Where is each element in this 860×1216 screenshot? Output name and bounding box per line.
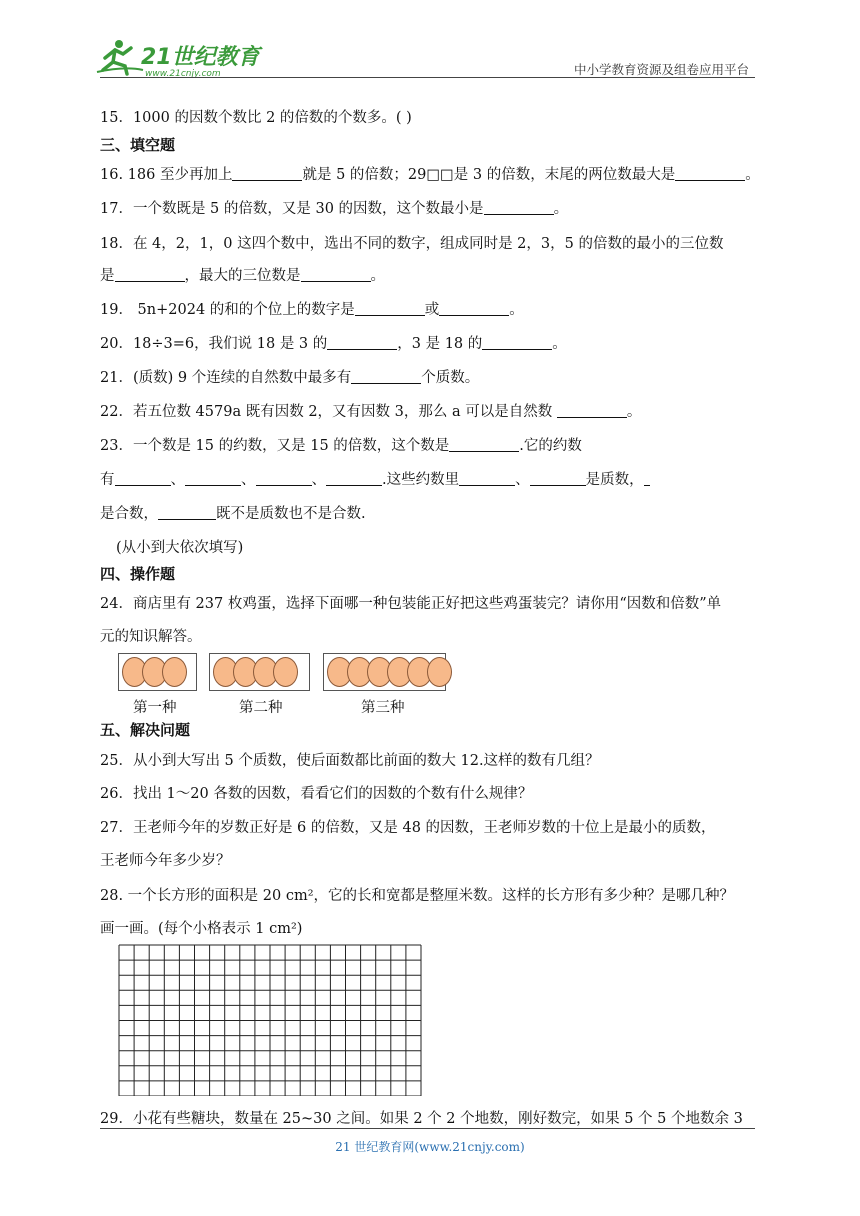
- answer-blank[interactable]: [301, 267, 371, 282]
- answer-blank[interactable]: [326, 471, 382, 486]
- answer-blank[interactable]: [185, 471, 241, 486]
- answer-blank[interactable]: [530, 471, 586, 486]
- egg-label-1: 第一种: [133, 700, 177, 716]
- egg-label-2: 第二种: [239, 700, 283, 716]
- platform-name: 中小学教育资源及组卷应用平台: [574, 62, 750, 77]
- header-divider: [100, 77, 755, 78]
- svg-text:21世纪教育: 21世纪教育: [141, 45, 260, 70]
- question-18-line1: 18．在 4，2，1，0 这四个数中，选出不同的数字，组成同时是 2，3，5 的倍数的最小的三位数: [100, 236, 724, 252]
- square-grid[interactable]: [118, 944, 422, 1096]
- section-fill-in: 三、填空题: [100, 136, 176, 154]
- egg-icon: [427, 657, 452, 687]
- egg-package-3: [323, 653, 446, 691]
- answer-blank[interactable]: [459, 471, 515, 486]
- question-15: 15．1000 的因数个数比 2 的倍数的个数多。( ): [100, 110, 412, 126]
- egg-package-1: [118, 653, 197, 691]
- question-23-line3: 是合数， 既不是质数也不是合数.: [100, 506, 366, 522]
- question-27-line2: 王老师今年多少岁？: [100, 853, 231, 869]
- answer-blank[interactable]: [644, 471, 650, 486]
- question-25: 25．从小到大写出 5 个质数，使后面数都比前面的数大 12.这样的数有几组？: [100, 753, 600, 769]
- answer-blank[interactable]: [449, 437, 519, 452]
- question-18-line2: 是 ，最大的三位数是 。: [100, 268, 385, 284]
- answer-blank[interactable]: [675, 166, 745, 181]
- answer-blank[interactable]: [158, 505, 216, 520]
- question-24-line2: 元的知识解答。: [100, 629, 202, 645]
- answer-blank[interactable]: [557, 403, 627, 418]
- footer-divider: [100, 1128, 755, 1129]
- question-29: 29．小花有些糖块，数量在 25~30 之间。如果 2 个 2 个地数，刚好数完，如果 5 个 5 个地数余 3: [100, 1111, 743, 1127]
- question-17: 17．一个数既是 5 的倍数，又是 30 的因数，这个数最小是 。: [100, 201, 569, 217]
- answer-blank[interactable]: [327, 335, 397, 350]
- question-28-line1: 28. 一个长方形的面积是 20 cm²，它的长和宽都是整厘米数。这样的长方形有多少种？是哪几种？: [100, 888, 735, 904]
- svg-text:www.21cnjy.com: www.21cnjy.com: [145, 69, 221, 78]
- question-21: 21．(质数) 9 个连续的自然数中最多有 个质数。: [100, 370, 480, 386]
- site-logo[interactable]: [95, 36, 265, 78]
- question-23-note: (从小到大依次填写): [116, 540, 244, 556]
- answer-blank[interactable]: [439, 301, 509, 316]
- answer-blank[interactable]: [232, 166, 302, 181]
- answer-blank[interactable]: [256, 471, 312, 486]
- egg-label-3: 第三种: [361, 700, 405, 716]
- section-problems: 五、解决问题: [100, 721, 191, 739]
- question-20: 20．18÷3=6，我们说 18 是 3 的 ，3 是 18 的 。: [100, 336, 567, 352]
- question-27-line1: 27．王老师今年的岁数正好是 6 的倍数，又是 48 的因数，王老师岁数的十位上是最小的质数，: [100, 820, 716, 836]
- answer-blank[interactable]: [115, 267, 185, 282]
- egg-icon: [273, 657, 298, 687]
- footer-link[interactable]: 21 世纪教育网(www.21cnjy.com): [335, 1140, 525, 1154]
- question-22: 22．若五位数 4579a 既有因数 2，又有因数 3，那么 a 可以是自然数 。: [100, 404, 642, 420]
- egg-icon: [162, 657, 187, 687]
- question-19: 19． 5n+2024 的和的个位上的数字是 或 。: [100, 302, 524, 318]
- question-28-line2: 画一画。(每个小格表示 1 cm²): [100, 921, 303, 937]
- answer-blank[interactable]: [484, 200, 554, 215]
- egg-package-2: [209, 653, 310, 691]
- question-24-line1: 24．商店里有 237 枚鸡蛋，选择下面哪一种包装能正好把这些鸡蛋装完？请你用“因数和倍数”单: [100, 596, 722, 612]
- answer-blank[interactable]: [351, 369, 421, 384]
- runner-logo-icon: [95, 36, 265, 78]
- answer-blank[interactable]: [482, 335, 552, 350]
- question-23-line2: 有 、 、 、 .这些约数里 、 是质数，: [100, 468, 650, 489]
- question-16: 16. 186 至少再加上 就是 5 的倍数；29□□是 3 的倍数，末尾的两位数最大是 。: [100, 167, 760, 183]
- question-26: 26．找出 1～20 各数的因数，看看它们的因数的个数有什么规律？: [100, 786, 533, 802]
- section-operation: 四、操作题: [100, 565, 176, 583]
- answer-blank[interactable]: [355, 301, 425, 316]
- answer-blank[interactable]: [115, 471, 171, 486]
- question-23-line1: 23．一个数是 15 的约数，又是 15 的倍数，这个数是 .它的约数: [100, 438, 582, 454]
